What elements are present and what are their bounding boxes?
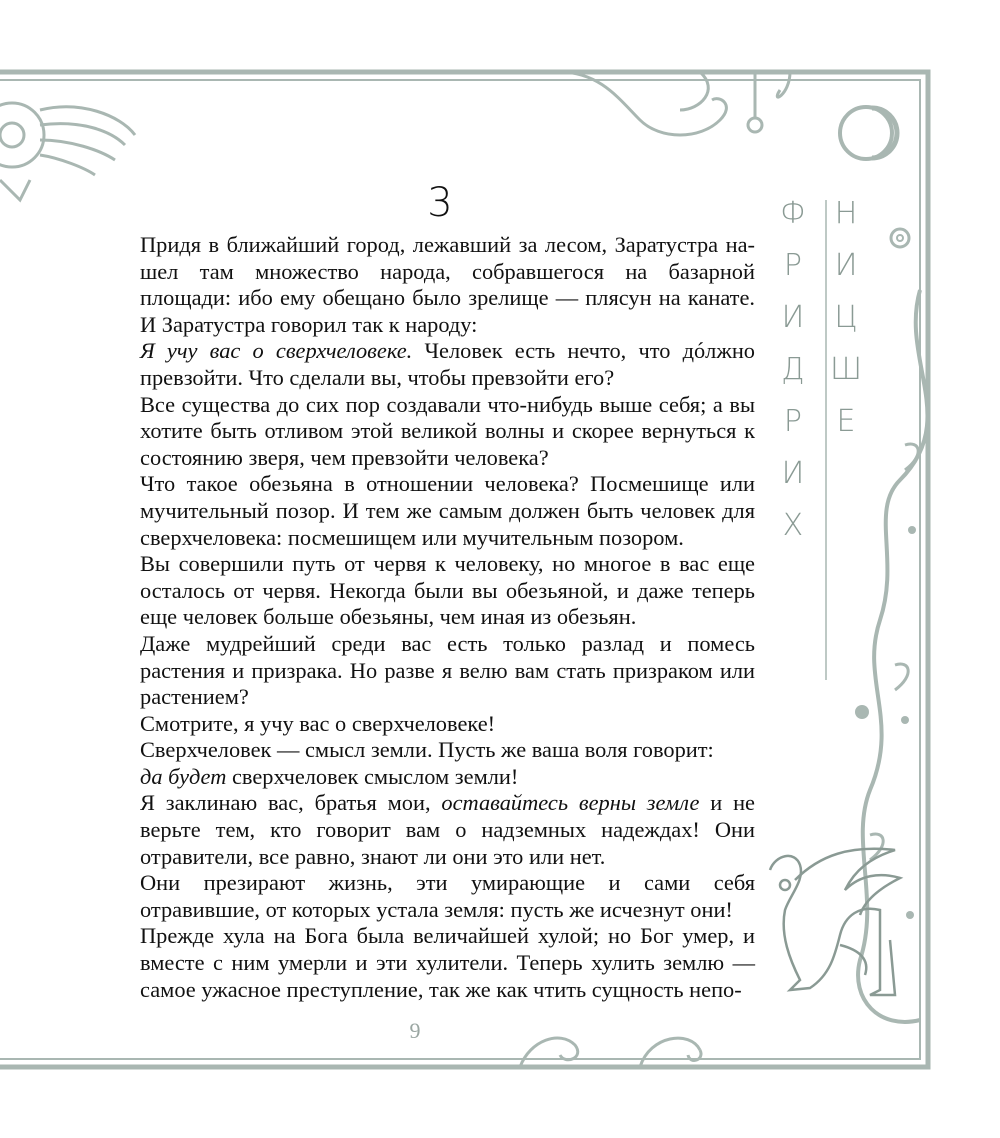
body-text	[140, 232, 755, 1003]
author-last-name	[830, 188, 862, 448]
author-first-name	[780, 188, 806, 552]
paragraph: да будет сверхчеловек смыслом земли!	[140, 763, 519, 789]
paragraph: Я заклинаю вас, братья мои, оставайтесь верны земле и не верьте тем, кто говорит вам о надземных надеждах! Они отравители, все равно, знают ли они это или нет.	[140, 790, 755, 869]
italic-text: да будет	[140, 763, 227, 789]
chapter-number: 3	[427, 180, 453, 226]
author-letter: И	[781, 300, 805, 335]
page-number: 9	[409, 1018, 421, 1043]
author-letter: Д	[781, 352, 805, 387]
paragraph: Смотрите, я учу вас о сверхчеловеке!	[140, 710, 496, 736]
author-letter: Р	[783, 248, 802, 283]
paragraph: Придя в ближайший город, лежавший за лесом, Заратустра на-шел там множество народа, собравшегося на базарной площади: ибо ему обещано было зрелище — плясун на канате. И Заратустра говорил так к народу:	[140, 232, 755, 337]
author-letter: Е	[836, 404, 856, 439]
author-letter: Р	[783, 404, 802, 439]
author-letter: И	[781, 456, 805, 491]
italic-text: Я учу вас о сверхчеловеке.	[140, 338, 413, 364]
paragraph: Прежде хула на Бога была величайшей хулой; но Бог умер, и вместе с ним умерли и эти хулители. Теперь хулить землю — самое ужасное преступление, так же как чтить сущность непо-	[140, 923, 755, 1002]
paragraph: Вы совершили путь от червя к человеку, но многое в вас еще осталось от червя. Некогда были вы обезьяной, и даже теперь еще человек больше обезьяны, чем иная из обезьян.	[140, 551, 755, 630]
author-letter: И	[834, 248, 858, 283]
paragraph: Все существа до сих пор создавали что-нибудь выше себя; а вы хотите быть отливом этой великой волны и скорее вернуться к состоянию зверя, чем превзойти человека?	[140, 391, 755, 470]
author-letter: Ш	[830, 352, 863, 387]
paragraph: Что такое обезьяна в отношении человека? Посмешище или мучительный позор. И тем же самым должен быть человек для сверхчеловека: посмешищем или мучительным позором.	[140, 471, 755, 550]
italic-text: оставайтесь верны земле	[441, 790, 700, 816]
author-letter: Х	[782, 508, 804, 543]
author-letter: Ф	[780, 196, 806, 231]
author-letter: Ц	[834, 300, 858, 335]
paragraph: Я учу вас о сверхчеловеке. Человек есть нечто, что дóлжно превзойти. Что сделали вы, чтобы превзойти его?	[140, 338, 755, 390]
paragraph: Они презирают жизнь, эти умирающие и сами себя отравившие, от которых устала земля: пусть же исчезнут они!	[140, 870, 755, 922]
author-letter: Н	[834, 196, 858, 231]
griffin-ornament	[770, 849, 900, 995]
paragraph: Сверхчеловек — смысл земли. Пусть же ваша воля говорит:	[140, 737, 714, 763]
paragraph: Даже мудрейший среди вас есть только разлад и помесь растения и призрака. Но разве я велю вам стать призраком или растением?	[140, 630, 755, 710]
